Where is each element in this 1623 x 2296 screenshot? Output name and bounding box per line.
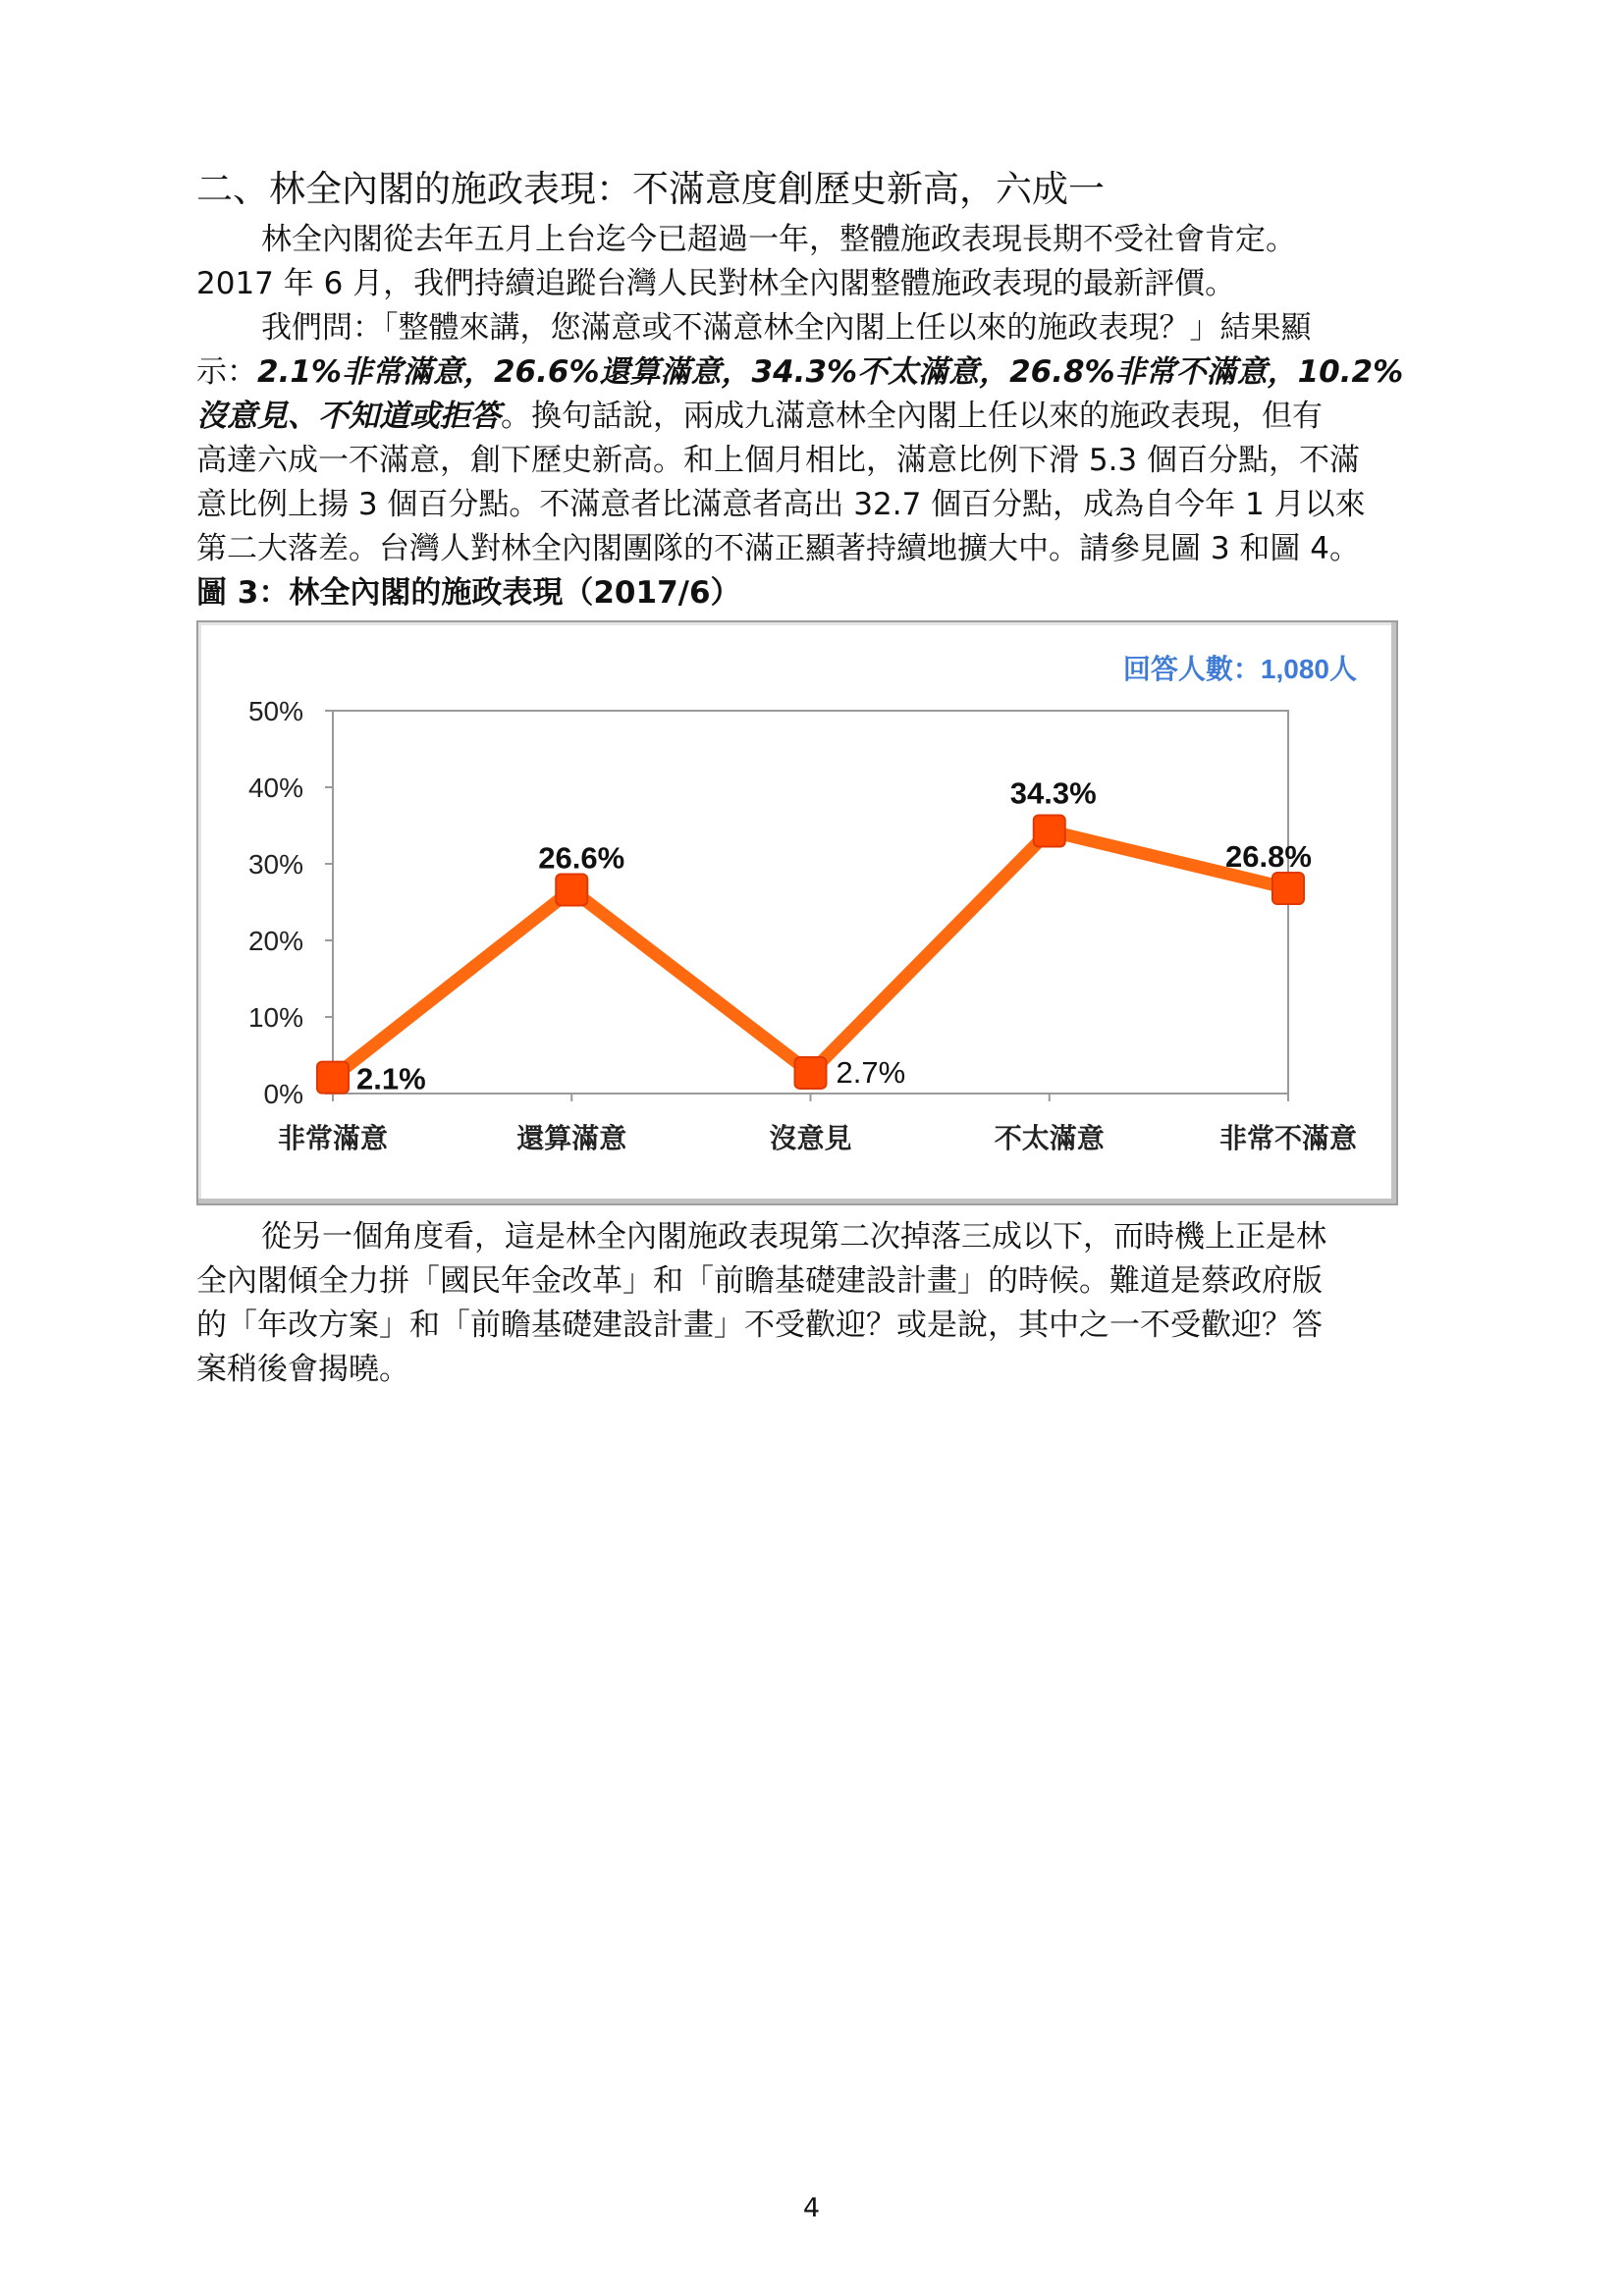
paragraph-line xyxy=(196,395,1443,439)
paragraph-line xyxy=(196,350,1443,395)
paragraph-line: 從另一個角度看，這是林全內閣施政表現第二次掉落三成以下，而時機上正是林 xyxy=(261,1219,1326,1255)
x-category-label: 還算滿意 xyxy=(516,1123,627,1153)
paragraph-line: 我們問：「整體來講，您滿意或不滿意林全內閣上任以來的施政表現？」結果顯 xyxy=(261,310,1312,346)
page-number: 4 xyxy=(802,2193,821,2223)
paragraph-line: 林全內閣從去年五月上台迄今已超過一年，整體施政表現長期不受社會肯定。 xyxy=(261,222,1296,257)
paragraph-line: 全內閣傾全力拼「國民年金改革」和「前瞻基礎建設計畫」的時候。難道是蔡政府版 xyxy=(196,1263,1323,1299)
paragraph-text: 示： xyxy=(196,354,257,390)
data-label: 26.8% xyxy=(1225,838,1312,874)
paragraph-line: 2017 年 6 月，我們持續追蹤台灣人民對林全內閣整體施政表現的最新評價。 xyxy=(196,266,1236,301)
data-point-marker xyxy=(556,875,587,906)
paragraph-analysis xyxy=(196,1215,1443,1392)
data-label: 2.7% xyxy=(836,1054,906,1090)
x-axis xyxy=(278,1094,1357,1153)
chart-frame xyxy=(196,620,1398,1205)
data-label: 2.1% xyxy=(356,1061,426,1096)
y-axis xyxy=(248,696,333,1109)
data-point-marker xyxy=(1272,873,1304,904)
emphasis-text: 沒意見、不知道或拒答 xyxy=(196,399,501,434)
x-category-label: 不太滿意 xyxy=(994,1123,1105,1153)
paragraph-line: 意比例上揚 3 個百分點。不滿意者比滿意者高出 32.7 個百分點，成為自今年 1 月以來 xyxy=(196,487,1366,522)
figure-caption: 圖 3：林全內閣的施政表現（2017/6） xyxy=(196,575,741,611)
data-label: 26.6% xyxy=(538,840,625,876)
paragraph-line: 案稍後會揭曉。 xyxy=(196,1352,409,1387)
paragraph-line: 第二大落差。台灣人對林全內閣團隊的不滿正顯著持續地擴大中。請參見圖 3 和圖 4。 xyxy=(196,531,1361,566)
data-point-marker xyxy=(1034,815,1065,846)
line-chart xyxy=(198,622,1400,1207)
paragraph-results xyxy=(196,306,1443,571)
data-point-marker xyxy=(317,1062,349,1094)
emphasis-text: 2.1%非常滿意，26.6%還算滿意，34.3%不太滿意，26.8%非常不滿意，10.2% xyxy=(257,354,1404,390)
respondent-count-label: 回答人數：1,080人 xyxy=(1122,654,1357,684)
paragraph-text: 。換句話說，兩成九滿意林全內閣上任以來的施政表現，但有 xyxy=(501,399,1323,434)
data-label: 34.3% xyxy=(1009,775,1097,811)
x-category-label: 非常滿意 xyxy=(277,1123,389,1153)
paragraph-line: 的「年改方案」和「前瞻基礎建設計畫」不受歡迎？或是說，其中之一不受歡迎？答 xyxy=(196,1308,1323,1343)
data-point-marker xyxy=(795,1057,827,1089)
y-tick-label: 0% xyxy=(263,1079,303,1109)
y-tick-label: 20% xyxy=(247,926,303,956)
y-tick-label: 10% xyxy=(247,1002,303,1033)
x-category-label: 沒意見 xyxy=(769,1123,852,1153)
plot-area xyxy=(333,711,1288,1094)
y-tick-label: 30% xyxy=(247,849,303,880)
section-heading: 二、林全內閣的施政表現：不滿意度創歷史新高，六成一 xyxy=(196,168,1105,210)
x-category-label: 非常不滿意 xyxy=(1218,1123,1358,1153)
paragraph-line: 高達六成一不滿意，創下歷史新高。和上個月相比，滿意比例下滑 5.3 個百分點，不滿 xyxy=(196,443,1361,478)
y-tick-label: 40% xyxy=(247,773,303,803)
y-tick-label: 50% xyxy=(247,696,303,726)
paragraph-intro xyxy=(196,218,1443,306)
